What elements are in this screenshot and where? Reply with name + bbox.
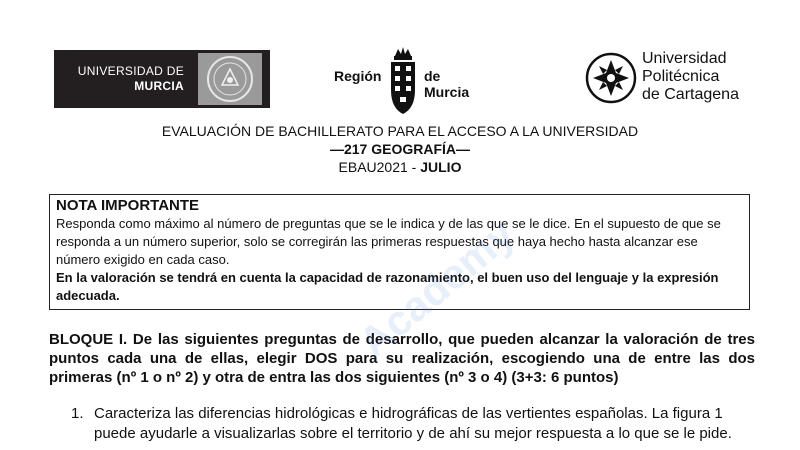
rm-logo-right: de Murcia — [424, 68, 470, 100]
question-text: Caracteriza las diferencias hidrológicas e hidrográficas de las vertientes españolas. La figura 1 puede ayudarle a visualizarlas sobre el territorio y de ahí su mejor respuesta a lo que se le pide. — [94, 405, 732, 442]
upct-line1: Universidad — [642, 50, 727, 67]
um-logo-line1: UNIVERSIDAD DE — [77, 64, 184, 78]
um-seal-icon — [198, 53, 262, 105]
note-bold-text: En la valoración se tendrá en cuenta la capacidad de razonamiento, el buen uso del lenguaje y la expresión adecuada. — [56, 270, 719, 303]
upct-emblem-icon — [585, 52, 637, 104]
upct-logo — [585, 50, 755, 108]
um-logo-text — [54, 64, 192, 94]
bloque-instructions: BLOQUE I. De las siguientes preguntas de desarrollo, que pueden alcanzar la valoración de tres puntos cada una de ellas, elegir DOS para su realización, escogiendo una de entre las dos primeras (nº 1 o nº 2) y otra de entra las dos siguientes (nº 3 o 4) (3+3: 6 puntos) — [49, 331, 755, 386]
exam-session — [0, 159, 800, 175]
subject-title: —217 GEOGRAFÍA— — [329, 141, 471, 157]
upct-line2: Politécnica — [642, 68, 720, 85]
upct-line3: de Cartagena — [642, 86, 739, 103]
note-heading: NOTA IMPORTANTE — [56, 197, 200, 214]
question-number: 1. — [71, 405, 84, 422]
exam-session-month: JULIO — [420, 159, 462, 175]
note-text: Responda como máximo al número de preguntas que se le indica y de las que se le dice. En el supuesto de que se responda a un número superior, solo se corregirán las primeras respuestas que haya hecho hasta alcanzar ese número exigido en cada caso. — [56, 216, 721, 267]
upct-logo-name — [642, 50, 739, 104]
exam-title: EVALUACIÓN DE BACHILLERATO PARA EL ACCESO A LA UNIVERSIDAD — [161, 123, 639, 139]
exam-session-code: EBAU2021 - — [338, 159, 421, 175]
universidad-murcia-logo — [54, 50, 270, 108]
region-murcia-logo — [334, 46, 476, 116]
watermark: Academy — [350, 209, 524, 367]
um-logo-line2: MURCIA — [134, 79, 184, 93]
murcia-coat-of-arms-icon — [385, 46, 421, 116]
rm-logo-left: Región — [334, 68, 382, 84]
important-note-box — [49, 194, 750, 310]
